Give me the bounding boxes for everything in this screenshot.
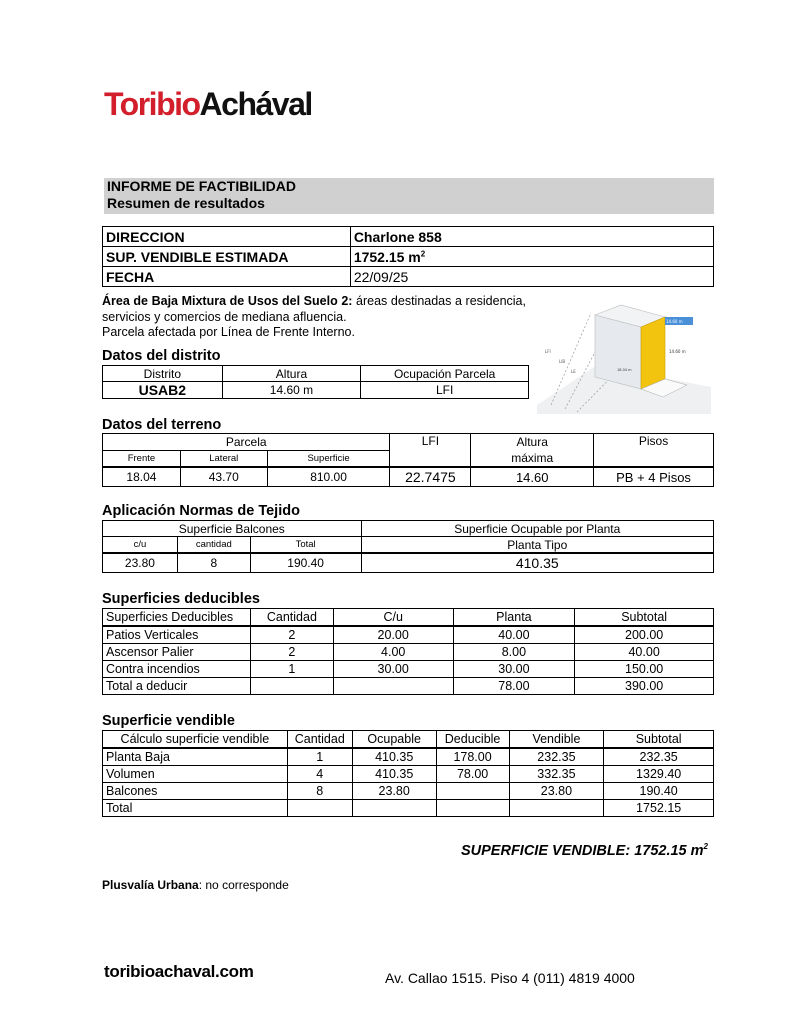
balcones-header: Superficie Balcones [103, 521, 362, 537]
tejido-header-row [103, 521, 714, 537]
deduc-cell: 8.00 [453, 644, 575, 661]
total-vendible-text: SUPERFICIE VENDIBLE: 1752.15 m [460, 842, 704, 859]
terrain-title: Datos del terreno [102, 417, 222, 433]
vend-cell: 410.35 [352, 748, 436, 766]
sup-exp: 2 [420, 248, 426, 258]
height-label: 14.60 m [669, 349, 686, 354]
planta-tipo-header: Planta Tipo [361, 537, 713, 554]
plusvalia-label: Plusvalía Urbana [102, 878, 199, 892]
parcela-label: Parcela [103, 434, 390, 451]
deduc-cell: Ascensor Palier [103, 644, 251, 661]
total-vendible-exp: 2 [703, 842, 708, 851]
zone-desc: áreas destinadas a residencia, servicios y comercios de mediana afluencia. [102, 294, 526, 324]
vend-cell: Total [103, 800, 288, 817]
vend-header-deducible: Deducible [436, 731, 509, 749]
fecha-label: FECHA [103, 267, 351, 287]
zone-name: Área de Baja Mixtura de Usos del Suelo 2: [102, 294, 353, 308]
vend-cell: 8 [287, 783, 352, 800]
lateral-header: Lateral [180, 451, 267, 467]
cu-value: 23.80 [103, 553, 178, 573]
lfi-label: LFI [545, 349, 551, 354]
deduc-cell: 2 [250, 626, 333, 644]
vend-cell: 4 [287, 766, 352, 783]
vend-cell: 23.80 [509, 783, 604, 800]
vend-cell: Volumen [103, 766, 288, 783]
sup-label: SUP. VENDIBLE ESTIMADA [103, 247, 351, 267]
report-title: INFORME DE FACTIBILIDAD [107, 178, 296, 194]
district-header-row [103, 366, 529, 382]
deduc-header-subtotal: Subtotal [575, 609, 714, 627]
district-header-altura: Altura [222, 366, 361, 382]
tejido-subheader-row [103, 537, 714, 554]
footer-website[interactable]: toribioachaval.com [104, 962, 254, 981]
deduc-cell: 40.00 [575, 644, 714, 661]
vend-cell: 1329.40 [604, 766, 714, 783]
deduc-cell: 78.00 [453, 678, 575, 695]
lfi-value: 22.7475 [390, 467, 471, 487]
cu-header: c/u [103, 537, 178, 554]
summary-table [102, 226, 714, 287]
footer-address: Av. Callao 1515. Piso 4 (011) 4819 4000 [385, 970, 635, 986]
report-header [104, 178, 714, 214]
deduc-cell: Patios Verticales [103, 626, 251, 644]
summary-row [103, 267, 714, 287]
vend-cell: Planta Baja [103, 748, 288, 766]
total-vendible [461, 842, 708, 859]
vend-cell: 1752.15 [604, 800, 714, 817]
lateral-value: 43.70 [180, 467, 267, 487]
logo-toribio: Toribio [104, 86, 200, 122]
vend-cell [287, 800, 352, 817]
deduc-cell: Contra incendios [103, 661, 251, 678]
vend-header-ocupable: Ocupable [352, 731, 436, 749]
vend-cell: 232.35 [509, 748, 604, 766]
vendible-row [103, 748, 714, 766]
summary-row [103, 247, 714, 267]
altura-header [471, 434, 594, 468]
vendible-title: Superficie vendible [102, 713, 235, 729]
vendible-row [103, 766, 714, 783]
planta-tipo-value: 410.35 [361, 553, 713, 573]
deducibles-total-row [103, 678, 714, 695]
summary-row [103, 227, 714, 247]
brand-logo [104, 84, 312, 124]
frente-header: Frente [103, 451, 181, 467]
deduc-cell: 30.00 [453, 661, 575, 678]
deduc-header-name: Superficies Deducibles [103, 609, 251, 627]
district-header-ocupacion: Ocupación Parcela [361, 366, 529, 382]
frente-label: 18.04 m [617, 368, 632, 372]
deduc-cell: 200.00 [575, 626, 714, 644]
deducibles-table [102, 608, 714, 695]
deduc-cell: 390.00 [575, 678, 714, 695]
vend-cell: 332.35 [509, 766, 604, 783]
deduc-cell: 1 [250, 661, 333, 678]
height-tag-text: 14.60 m [666, 319, 683, 324]
tejido-value-row [103, 553, 714, 573]
vend-cell [352, 800, 436, 817]
cantidad-header: cantidad [177, 537, 250, 554]
altura-header-1: Altura [516, 435, 548, 449]
district-value-row [103, 382, 529, 399]
vendible-row [103, 783, 714, 800]
district-title: Datos del distrito [102, 348, 221, 364]
vend-cell: 232.35 [604, 748, 714, 766]
superficie-value: 810.00 [267, 467, 390, 487]
vend-header-cantidad: Cantidad [287, 731, 352, 749]
deduc-header-cantidad: Cantidad [250, 609, 333, 627]
vend-header-name: Cálculo superficie vendible [103, 731, 288, 749]
superficie-header: Superficie [267, 451, 390, 467]
frente-value: 18.04 [103, 467, 181, 487]
plusvalia-value: : no corresponde [198, 878, 289, 892]
zone-note: Parcela afectada por Línea de Frente Interno. [102, 325, 355, 339]
vend-header-vendible: Vendible [509, 731, 604, 749]
direccion-label: DIRECCION [103, 227, 351, 247]
le-label: LE [571, 369, 576, 374]
tejido-title: Aplicación Normas de Tejido [102, 503, 300, 519]
lfi-header: LFI [390, 434, 471, 468]
vend-cell: 178.00 [436, 748, 509, 766]
deduc-cell: 2 [250, 644, 333, 661]
lib-label: LIB [559, 359, 566, 364]
deduc-cell [333, 678, 453, 695]
deduc-cell: 30.00 [333, 661, 453, 678]
vend-cell [436, 783, 509, 800]
deduc-cell [250, 678, 333, 695]
altura-header-2: máxima [511, 451, 554, 465]
terrain-table [102, 433, 714, 487]
vend-cell [509, 800, 604, 817]
vend-cell [436, 800, 509, 817]
altura-value: 14.60 [471, 467, 594, 487]
logo-achaval: Achával [199, 86, 312, 122]
deducibles-row [103, 644, 714, 661]
total-header: Total [250, 537, 361, 554]
deduc-cell: 150.00 [575, 661, 714, 678]
deduc-cell: 40.00 [453, 626, 575, 644]
vend-cell: 23.80 [352, 783, 436, 800]
deduc-cell: 20.00 [333, 626, 453, 644]
sup-value [350, 247, 713, 267]
cantidad-value: 8 [177, 553, 250, 573]
pisos-header: Pisos [594, 434, 714, 468]
direccion-value: Charlone 858 [350, 227, 713, 247]
deducibles-row [103, 626, 714, 644]
sup-value-text: 1752.15 m [353, 248, 421, 265]
vend-cell: 190.40 [604, 783, 714, 800]
district-value-altura: 14.60 m [222, 382, 361, 399]
deduc-cell: 4.00 [333, 644, 453, 661]
pisos-value: PB + 4 Pisos [594, 467, 714, 487]
district-value-distrito: USAB2 [103, 382, 223, 399]
vend-header-subtotal: Subtotal [604, 731, 714, 749]
tejido-table [102, 520, 714, 573]
fecha-value: 22/09/25 [350, 267, 713, 287]
deducibles-header-row [103, 609, 714, 627]
deduc-header-cu: C/u [333, 609, 453, 627]
vendible-table [102, 730, 714, 817]
vendible-total-row [103, 800, 714, 817]
zone-description [102, 294, 526, 341]
deducibles-title: Superficies deducibles [102, 591, 260, 607]
terrain-header-row [103, 434, 714, 451]
report-subtitle: Resumen de resultados [107, 195, 265, 211]
vend-cell: Balcones [103, 783, 288, 800]
vend-cell: 1 [287, 748, 352, 766]
vend-cell: 410.35 [352, 766, 436, 783]
vendible-header-row [103, 731, 714, 749]
building-diagram [537, 297, 711, 414]
plusvalia [102, 878, 289, 892]
building-side [595, 315, 641, 389]
terrain-value-row [103, 467, 714, 487]
district-header-distrito: Distrito [103, 366, 223, 382]
district-table [102, 365, 529, 399]
deduc-cell: Total a deducir [103, 678, 251, 695]
vend-cell: 78.00 [436, 766, 509, 783]
district-value-ocupacion: LFI [361, 382, 529, 399]
ocupable-header: Superficie Ocupable por Planta [361, 521, 713, 537]
deducibles-row [103, 661, 714, 678]
total-value: 190.40 [250, 553, 361, 573]
deduc-header-planta: Planta [453, 609, 575, 627]
building-front [641, 317, 665, 389]
